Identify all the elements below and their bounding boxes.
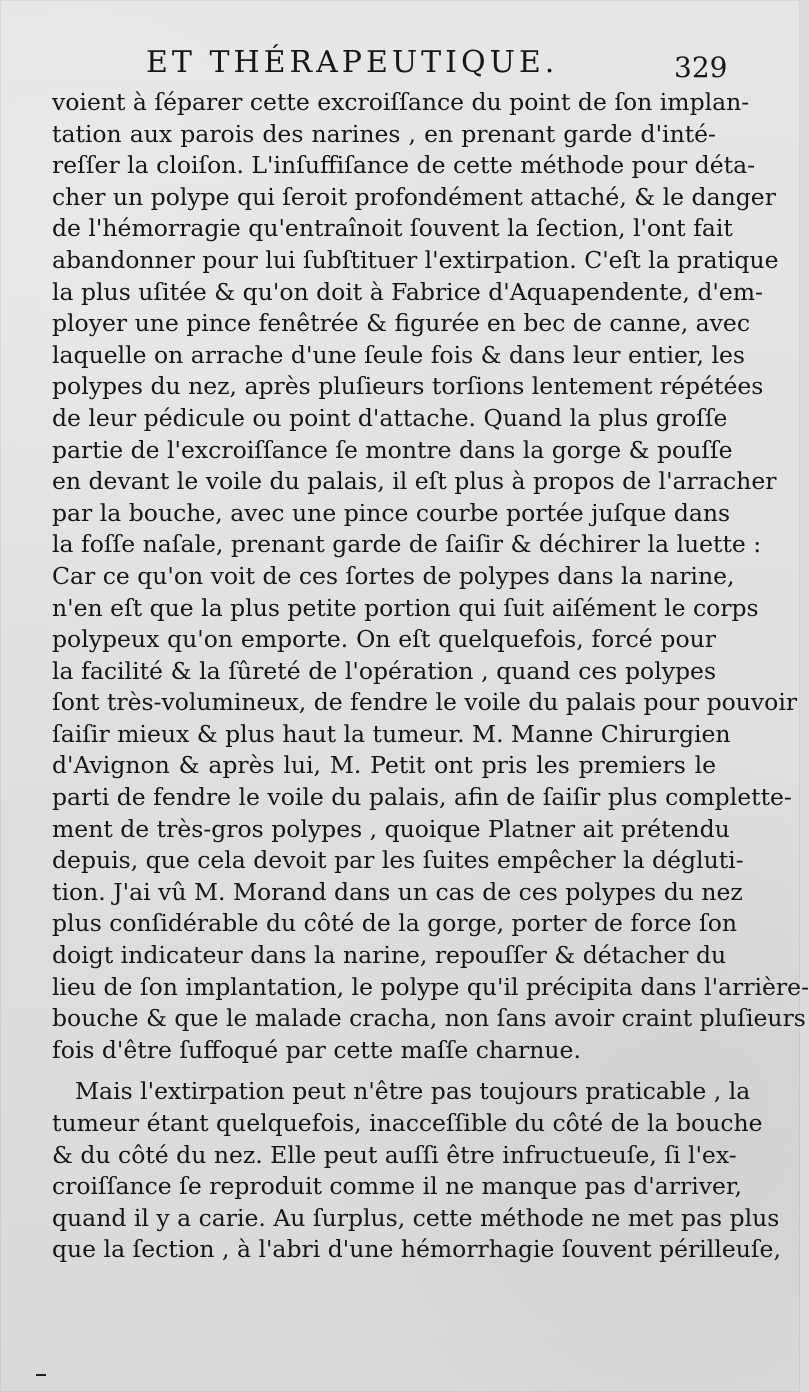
text-line: par la bouche, avec une pince courbe portée juſque dans	[52, 498, 731, 527]
text-line: bouche & que le malade cracha, non ſans avoir craint pluſieurs	[52, 1004, 806, 1033]
page-number: 329	[674, 51, 728, 84]
text-line: n'en eſt que la plus petite portion qui ſuit aiſément le corps	[52, 593, 759, 622]
text-line: la facilité & la ſûreté de l'opération , quand ces polypes	[52, 656, 716, 685]
text-line: fois d'être ſuffoqué par cette maſſe charnue.	[52, 1035, 581, 1064]
text-line: laquelle on arrache d'une ſeule fois & dans leur entier, les	[52, 340, 745, 369]
text-line: la foſſe naſale, prenant garde de ſaiſir & déchirer la luette :	[52, 530, 762, 559]
running-title: ET THÉRAPEUTIQUE.	[146, 45, 559, 80]
text-line: abandonner pour lui ſubſtituer l'extirpation. C'eſt la pratique	[52, 245, 779, 274]
text-line: cher un polype qui ſeroit profondément attaché, & le danger	[52, 182, 776, 211]
text-line: tion. J'ai vû M. Morand dans un cas de ces polypes du nez	[52, 877, 743, 906]
page-header	[0, 46, 800, 86]
paragraph-break	[52, 1066, 716, 1076]
text-line: partie de l'excroiſſance ſe montre dans la gorge & pouſſe	[52, 435, 733, 464]
text-line: Mais l'extirpation peut n'être pas toujours praticable , la	[75, 1077, 751, 1106]
text-line: Car ce qu'on voit de ces ſortes de polypes dans la narine,	[52, 561, 735, 590]
text-line: parti de fendre le voile du palais, afin de ſaiſir plus complette-	[52, 783, 792, 812]
text-line: & du côté du nez. Elle peut auſſi être infructueuſe, ſi l'ex-	[52, 1140, 737, 1169]
text-line: ployer une pince fenêtrée & figurée en bec de canne, avec	[52, 309, 751, 338]
text-line: quand il y a carie. Au ſurplus, cette méthode ne met pas plus	[52, 1203, 780, 1232]
text-line: ſaiſir mieux & plus haut la tumeur. M. Manne Chirurgien	[52, 719, 731, 748]
text-line: ment de très-gros polypes , quoique Platner ait prétendu	[52, 814, 730, 843]
text-line: reſſer la cloiſon. L'inſuffiſance de cette méthode pour déta-	[52, 151, 756, 180]
text-line: de leur pédicule ou point d'attache. Quand la plus groſſe	[52, 403, 728, 432]
text-line: polypeux qu'on emporte. On eſt quelquefois, forcé pour	[52, 625, 716, 654]
text-line: la plus uſitée & qu'on doit à Fabrice d'Aquapendente, d'em-	[52, 277, 763, 306]
text-line: ſont très-volumineux, de fendre le voile du palais pour pouvoir	[52, 688, 798, 717]
text-line: plus conſidérable du côté de la gorge, porter de force ſon	[52, 909, 738, 938]
text-line: que la ſection , à l'abri d'une hémorrhagie ſouvent périlleuſe,	[52, 1235, 781, 1264]
edge-mark	[36, 1374, 46, 1376]
text-line: doigt indicateur dans la narine, repouſſer & détacher du	[52, 941, 727, 970]
text-line: voient à ſéparer cette excroiſſance du point de ſon implan-	[52, 88, 750, 116]
text-line: croiſſance ſe reproduit comme il ne manque pas d'arriver,	[52, 1172, 743, 1201]
text-line: de l'hémorragie qu'entraînoit ſouvent la ſection, l'ont fait	[52, 214, 733, 243]
text-line: depuis, que cela devoit par les ſuites empêcher la dégluti-	[52, 846, 744, 875]
text-line: en devant le voile du palais, il eſt plus à propos de l'arracher	[52, 467, 777, 496]
body-text	[52, 87, 809, 1266]
text-line: polypes du nez, après pluſieurs torſions lentement répétées	[52, 372, 764, 401]
text-line: lieu de ſon implantation, le polype qu'il précipita dans l'arrière-	[52, 972, 809, 1001]
text-line: tumeur étant quelquefois, inacceſſible du côté de la bouche	[52, 1109, 763, 1137]
text-line: d'Avignon & après lui, M. Petit ont pris les premiers le	[52, 751, 716, 780]
text-line: tation aux parois des narines , en prenant garde d'inté-	[52, 119, 716, 148]
